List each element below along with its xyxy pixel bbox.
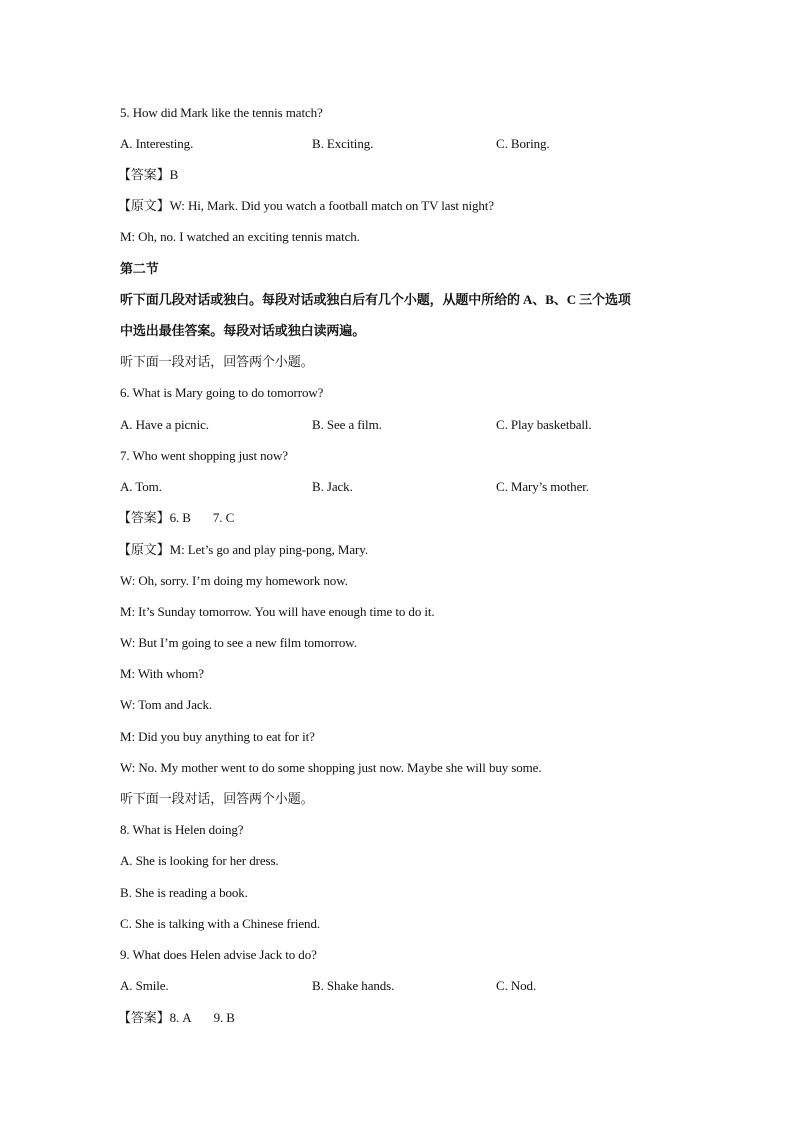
question-6-options	[120, 417, 720, 433]
script-5-line-2: M: Oh, no. I watched an exciting tennis match.	[120, 229, 360, 244]
script-1-line-3: M: It’s Sunday tomorrow. You will have enough time to do it.	[120, 604, 435, 619]
option-b: B. See a film.	[312, 417, 382, 432]
option-a: A. Smile.	[120, 978, 169, 993]
option-a: A. Have a picnic.	[120, 417, 209, 432]
script-1-line-1	[118, 542, 368, 558]
script-5-line-1	[118, 198, 494, 214]
script-1-line-8: W: No. My mother went to do some shopping just now. Maybe she will buy some.	[120, 760, 542, 775]
option-a: A. Tom.	[120, 479, 162, 494]
answer-value: 9. B	[213, 1010, 235, 1025]
answer-value: 6. B	[169, 510, 191, 525]
answer-value: 8. A	[169, 1010, 192, 1025]
answer-6-7	[118, 510, 234, 526]
question-5: 5. How did Mark like the tennis match?	[120, 105, 323, 120]
option-b: B. Exciting.	[312, 136, 374, 151]
section-instruction-1: 听下面几段对话或独白。每段对话或独白后有几个小题，从题中所给的 A、B、C 三个选项	[120, 292, 631, 307]
question-9-options	[120, 978, 720, 994]
option-c: C. Play basketball.	[496, 417, 592, 432]
question-5-options	[120, 136, 720, 152]
question-8-option-a: A. She is looking for her dress.	[120, 853, 279, 868]
option-c: C. Mary’s mother.	[496, 479, 589, 494]
script-1-line-4: W: But I’m going to see a new film tomorrow.	[120, 635, 357, 650]
dialog-2-intro: 听下面一段对话，回答两个小题。	[120, 791, 314, 806]
script-1-line-5: M: With whom?	[120, 666, 204, 681]
question-6: 6. What is Mary going to do tomorrow?	[120, 385, 324, 400]
option-b: B. Jack.	[312, 479, 353, 494]
question-9: 9. What does Helen advise Jack to do?	[120, 947, 317, 962]
option-b: B. Shake hands.	[312, 978, 395, 993]
answer-value: 7. C	[212, 510, 235, 525]
script-label: 【原文】	[118, 542, 170, 557]
question-8-option-b: B. She is reading a book.	[120, 885, 248, 900]
section-instruction-2: 中选出最佳答案。每段对话或独白读两遍。	[120, 323, 366, 338]
question-8-option-c: C. She is talking with a Chinese friend.	[120, 916, 321, 931]
question-7: 7. Who went shopping just now?	[120, 448, 288, 463]
script-1-line-6: W: Tom and Jack.	[120, 697, 213, 712]
answer-label: 【答案】	[118, 1010, 170, 1025]
question-8: 8. What is Helen doing?	[120, 822, 244, 837]
dialog-1-intro: 听下面一段对话，回答两个小题。	[120, 354, 314, 369]
answer-5	[118, 167, 178, 183]
section-title: 第二节	[120, 261, 159, 276]
script-text: W: Hi, Mark. Did you watch a football match on TV last night?	[169, 198, 494, 213]
script-1-line-2: W: Oh, sorry. I’m doing my homework now.	[120, 573, 348, 588]
answer-label: 【答案】	[118, 167, 170, 182]
script-label: 【原文】	[118, 198, 170, 213]
answer-8-9	[118, 1010, 235, 1026]
script-1-line-7: M: Did you buy anything to eat for it?	[120, 729, 315, 744]
script-text: M: Let’s go and play ping-pong, Mary.	[169, 542, 368, 557]
answer-label: 【答案】	[118, 510, 170, 525]
answer-value: B	[169, 167, 179, 182]
option-c: C. Boring.	[496, 136, 550, 151]
question-7-options	[120, 479, 720, 495]
option-c: C. Nod.	[496, 978, 537, 993]
option-a: A. Interesting.	[120, 136, 194, 151]
